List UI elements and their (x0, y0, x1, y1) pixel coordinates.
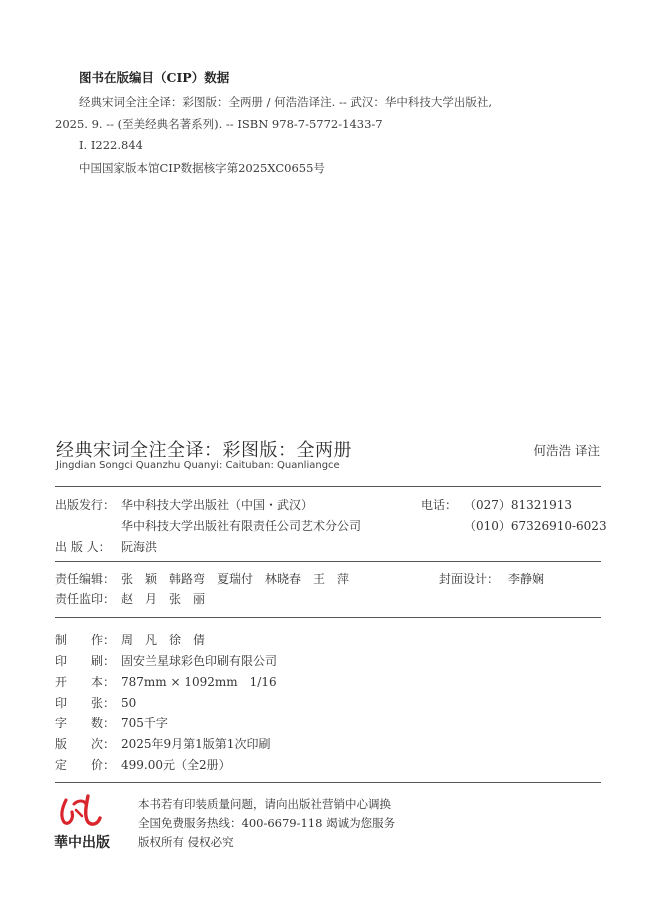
cip-line-4: 中国国家版本馆CIP数据核字第2025XC0655号 (79, 161, 325, 175)
spec-label: 字 数： (55, 716, 116, 730)
footer-line-2: 全国免费服务热线：400-6679-118 竭诚为您服务 (138, 816, 396, 830)
spec-value: 787mm × 1092mm 1/16 (121, 675, 277, 689)
divider-1 (55, 486, 601, 487)
spec-label: 制 作： (55, 633, 116, 647)
book-author: 何浩浩 译注 (533, 443, 600, 458)
footer-line-3: 版权所有 侵权必究 (138, 835, 234, 849)
cip-line-3: Ⅰ. I222.844 (79, 138, 143, 152)
book-title-en: Jingdian Songci Quanzhu Quanyi: Caituban: Quanliangce (56, 460, 340, 471)
phone-1: （027）81321913 (464, 498, 572, 512)
cover-design-name: 李静娴 (508, 572, 545, 586)
supervisor-names: 赵 月 张 丽 (121, 592, 206, 606)
spec-label: 定 价： (55, 758, 116, 772)
divider-3 (55, 617, 601, 618)
publisher-person-label: 出 版 人： (55, 540, 111, 554)
footer-line-1: 本书若有印装质量问题，请向出版社营销中心调换 (138, 797, 391, 811)
cip-heading: 图书在版编目（CIP）数据 (79, 70, 230, 85)
cip-line-1: 经典宋词全注全译：彩图版：全两册 / 何浩浩译注. -- 武汉：华中科技大学出版社, (79, 95, 493, 109)
cover-design-label: 封面设计： (439, 572, 500, 586)
spec-value: 705千字 (121, 716, 168, 730)
spec-row (55, 694, 136, 711)
spec-row (55, 631, 205, 648)
spec-value: 50 (121, 696, 137, 710)
publisher-logo (52, 790, 122, 852)
cip-line-2: 2025. 9. -- (至美经典名著系列). -- ISBN 978-7-5772-1433-7 (55, 117, 383, 131)
phone-label: 电话： (421, 498, 458, 512)
divider-2 (55, 561, 601, 562)
spec-value: 2025年9月第1版第1次印刷 (121, 737, 271, 751)
spec-label: 开 本： (55, 675, 116, 689)
divider-4 (55, 782, 601, 783)
spec-value: 周 凡 徐 倩 (121, 633, 206, 647)
spec-label: 印 张： (55, 696, 116, 710)
phone-2: （010）67326910-6023 (464, 519, 607, 533)
spec-row (55, 652, 277, 669)
editor-names: 张 颖 韩路弯 夏瑞付 林晓春 王 萍 (121, 572, 350, 586)
spec-row (55, 735, 270, 752)
book-title-cn: 经典宋词全注全译：彩图版：全两册 (56, 440, 352, 461)
spec-value: 固安兰星球彩色印刷有限公司 (121, 654, 278, 668)
spec-label: 版 次： (55, 737, 116, 751)
editor-label: 责任编辑： (55, 572, 116, 586)
spec-row (55, 756, 231, 773)
spec-row (55, 673, 277, 690)
publisher-name-2: 华中科技大学出版社有限责任公司艺术分公司 (121, 519, 362, 533)
spec-row (55, 714, 168, 731)
spec-value: 499.00元（全2册） (121, 758, 231, 772)
publisher-logo-mark (52, 790, 122, 852)
publisher-label: 出版发行： (55, 498, 116, 512)
publisher-person: 阮海洪 (121, 540, 158, 554)
supervisor-label: 责任监印： (55, 592, 116, 606)
spec-label: 印 刷： (55, 654, 116, 668)
logo-wordmark: 華中出版 (54, 835, 110, 851)
publisher-name-1: 华中科技大学出版社（中国・武汉） (121, 498, 314, 512)
